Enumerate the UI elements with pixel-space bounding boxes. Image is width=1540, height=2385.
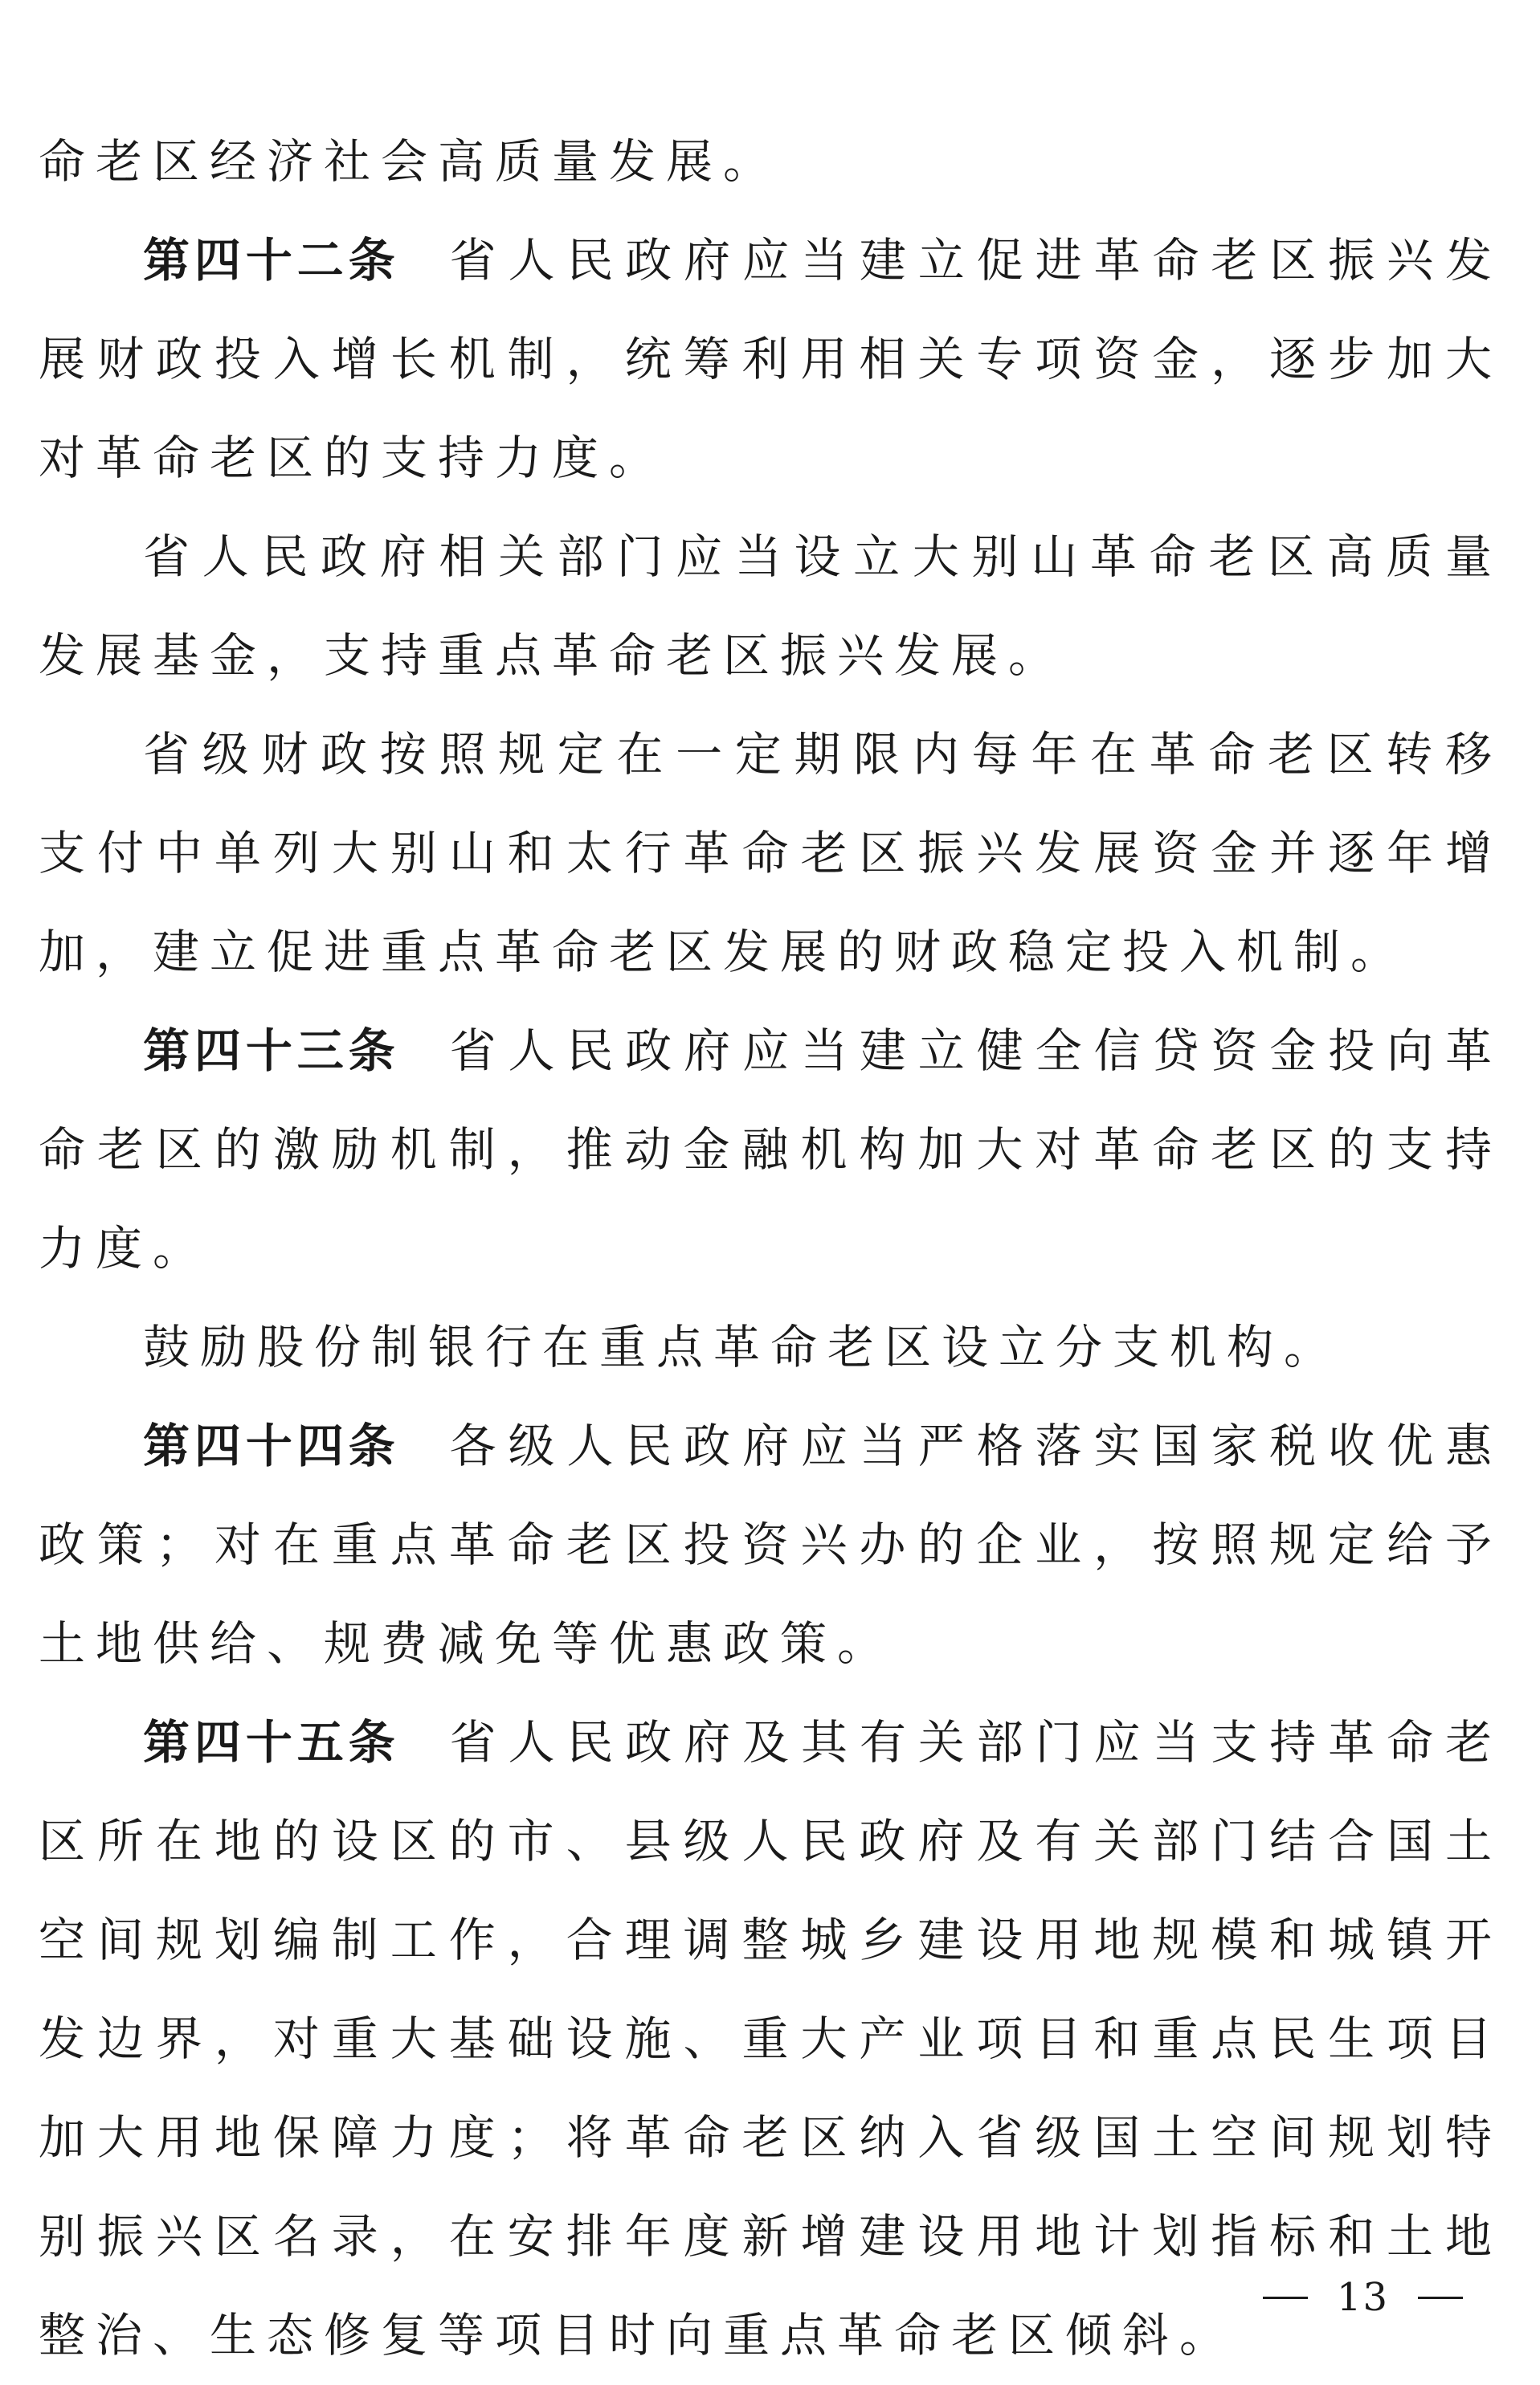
- document-body: [39, 112, 1502, 2385]
- paragraph-continuation: [39, 112, 1502, 211]
- paragraph-text: 省人民政府相关部门应当设立大别山革命老区高质量发展基金，支持重点革命老区振兴发展。: [39, 529, 1502, 683]
- page-number-left-dash: [1263, 2297, 1308, 2299]
- article-42-paragraph: [39, 211, 1502, 508]
- article-44-title: 第四十四条: [143, 1419, 400, 1473]
- article-42-paragraph-3: [39, 705, 1502, 1002]
- article-45-text: 省人民政府及其有关部门应当支持革命老区所在地的设区的市、县级人民政府及有关部门结合国土空间规划编制工作，合理调整城乡建设用地规模和城镇开发边界，对重大基础设施、重大产业项目和重点民生项目加大用地保障力度；将革命老区纳入省级国土空间规划特别振兴区名录，在安排年度新增建设用地计划指标和土地整治、生态修复等项目时向重点革命老区倾斜。: [39, 1715, 1502, 2363]
- paragraph-text: 命老区经济社会高质量发展。: [39, 134, 781, 189]
- article-42-title: 第四十二条: [143, 233, 400, 288]
- article-42-text: 省人民政府应当建立促进革命老区振兴发展财政投入增长机制，统筹利用相关专项资金，逐步加大对革命老区的支持力度。: [39, 233, 1502, 485]
- article-42-paragraph-2: [39, 508, 1502, 705]
- page-number-footer: [1263, 2273, 1504, 2322]
- article-43-paragraph: [39, 1002, 1502, 1298]
- article-43-paragraph-2: [39, 1298, 1502, 1397]
- page-number: 13: [1337, 2275, 1390, 2320]
- article-44-text: 各级人民政府应当严格落实国家税收优惠政策；对在重点革命老区投资兴办的企业，按照规定给予土地供给、规费减免等优惠政策。: [39, 1419, 1502, 1671]
- page-number-right-dash: [1418, 2297, 1463, 2299]
- paragraph-text: 省级财政按照规定在一定期限内每年在革命老区转移支付中单列大别山和太行革命老区振兴发展资金并逐年增加，建立促进重点革命老区发展的财政稳定投入机制。: [39, 727, 1502, 979]
- paragraph-text: 鼓励股份制银行在重点革命老区设立分支机构。: [143, 1320, 1342, 1374]
- article-43-title: 第四十三条: [143, 1023, 400, 1078]
- article-43-text: 省人民政府应当建立健全信贷资金投向革命老区的激励机制，推动金融机构加大对革命老区的支持力度。: [39, 1023, 1502, 1276]
- article-45-title: 第四十五条: [143, 1715, 400, 1770]
- article-44-paragraph: [39, 1397, 1502, 1693]
